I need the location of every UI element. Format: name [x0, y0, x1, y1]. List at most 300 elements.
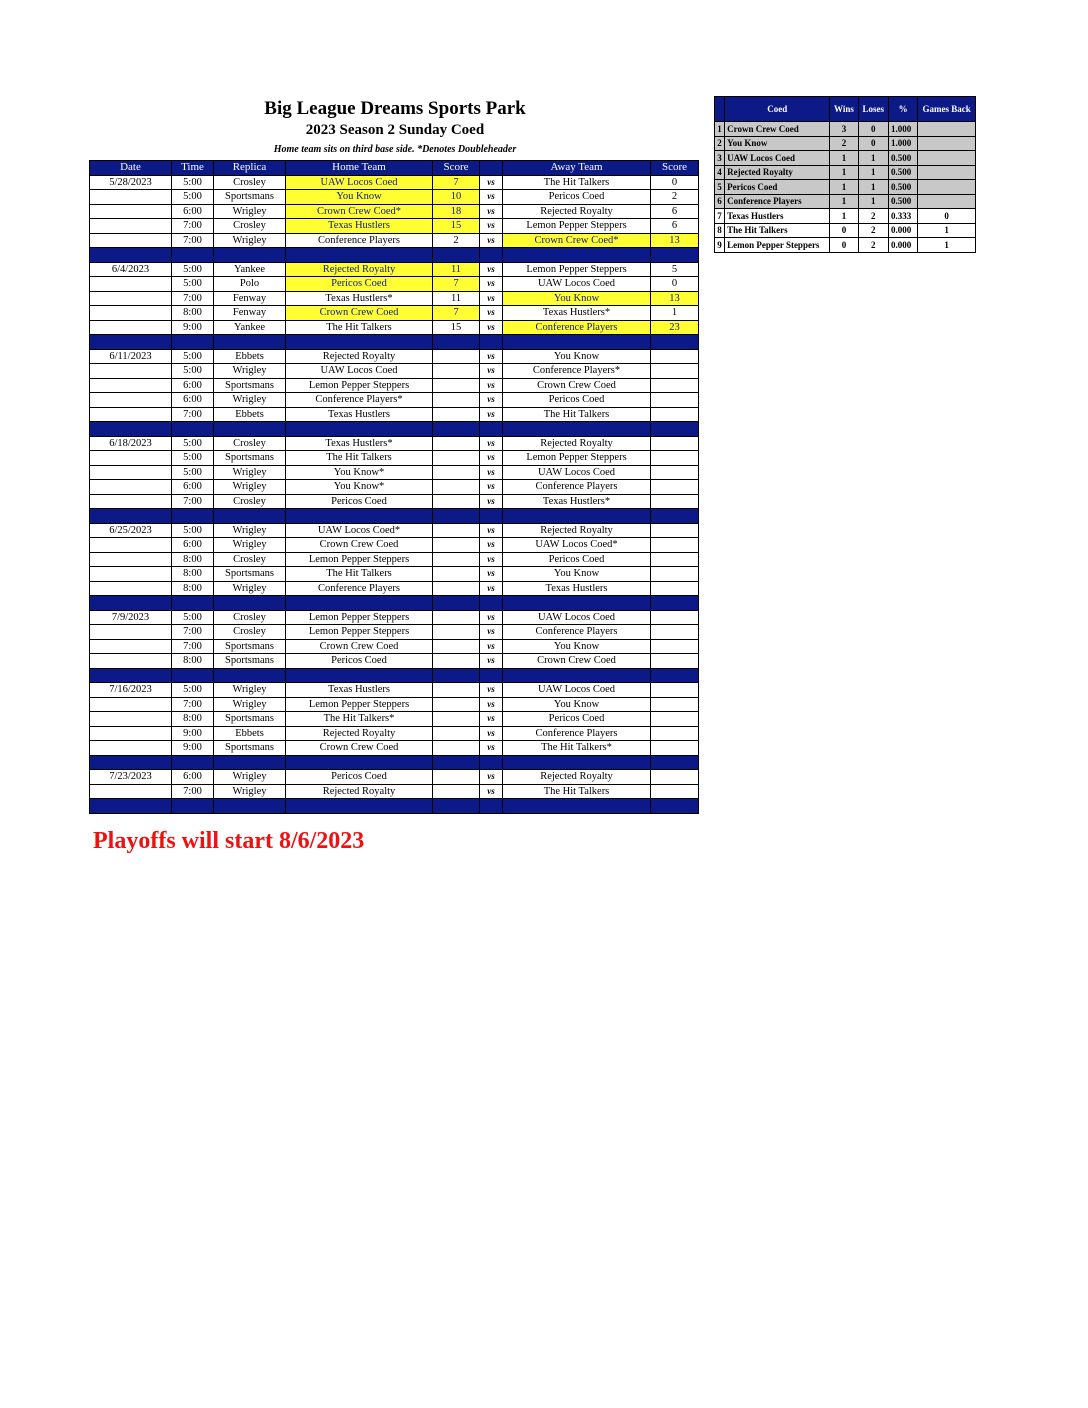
vs-label: vs: [480, 712, 503, 727]
week-separator: [90, 668, 699, 683]
away-team: You Know: [503, 567, 651, 582]
game-time: 6:00: [172, 393, 214, 408]
standings-pct: 0.500: [888, 165, 917, 180]
away-score: 13: [651, 291, 699, 306]
game-field: Wrigley: [214, 784, 286, 799]
game-field: Wrigley: [214, 364, 286, 379]
standings-games-back: 1: [918, 223, 976, 238]
separator-cell: [433, 755, 480, 770]
standings-wins-header: Wins: [830, 97, 858, 122]
col-home-score-header: Score: [433, 161, 480, 176]
game-time: 5:00: [172, 465, 214, 480]
standings-games-back: [918, 180, 976, 195]
separator-cell: [214, 755, 286, 770]
standings-loses: 1: [858, 151, 888, 166]
away-score: [651, 770, 699, 785]
vs-label: vs: [480, 741, 503, 756]
home-team: Pericos Coed: [286, 654, 433, 669]
separator-cell: [503, 668, 651, 683]
separator-cell: [480, 248, 503, 263]
standings-gb-header: Games Back: [918, 97, 976, 122]
away-team: UAW Locos Coed: [503, 465, 651, 480]
game-time: 8:00: [172, 654, 214, 669]
separator-cell: [286, 668, 433, 683]
away-score: [651, 349, 699, 364]
separator-cell: [172, 668, 214, 683]
game-time: 6:00: [172, 770, 214, 785]
separator-cell: [651, 509, 699, 524]
game-field: Wrigley: [214, 697, 286, 712]
away-team: Texas Hustlers*: [503, 494, 651, 509]
game-time: 7:00: [172, 219, 214, 234]
game-row: [90, 567, 699, 582]
game-time: 7:00: [172, 494, 214, 509]
game-field: Ebbets: [214, 726, 286, 741]
home-score: [433, 610, 480, 625]
game-field: Crosley: [214, 494, 286, 509]
separator-cell: [286, 422, 433, 437]
home-score: [433, 538, 480, 553]
away-score: [651, 784, 699, 799]
game-field: Fenway: [214, 291, 286, 306]
away-team: Pericos Coed: [503, 190, 651, 205]
separator-cell: [214, 422, 286, 437]
game-field: Crosley: [214, 552, 286, 567]
vs-label: vs: [480, 407, 503, 422]
standings-team: The Hit Talkers: [725, 223, 830, 238]
separator-cell: [503, 596, 651, 611]
vs-label: vs: [480, 219, 503, 234]
away-score: [651, 654, 699, 669]
standings-games-back: [918, 136, 976, 151]
away-score: [651, 494, 699, 509]
home-score: 7: [433, 306, 480, 321]
game-time: 8:00: [172, 567, 214, 582]
away-score: 5: [651, 262, 699, 277]
away-team: The Hit Talkers*: [503, 741, 651, 756]
game-field: Sportsmans: [214, 567, 286, 582]
separator-cell: [172, 509, 214, 524]
game-row: [90, 741, 699, 756]
game-row: [90, 654, 699, 669]
separator-cell: [651, 799, 699, 814]
season-title: 2023 Season 2 Sunday Coed: [305, 122, 485, 138]
game-row: [90, 407, 699, 422]
game-date: [90, 567, 172, 582]
standings-wins: 1: [830, 180, 858, 195]
separator-cell: [480, 668, 503, 683]
game-row: [90, 639, 699, 654]
game-field: Fenway: [214, 306, 286, 321]
home-score: [433, 407, 480, 422]
home-score: [433, 494, 480, 509]
game-date: [90, 393, 172, 408]
home-score: 11: [433, 291, 480, 306]
game-date: [90, 291, 172, 306]
home-team: Pericos Coed: [286, 494, 433, 509]
home-score: [433, 393, 480, 408]
home-team: UAW Locos Coed: [286, 175, 433, 190]
vs-label: vs: [480, 480, 503, 495]
game-row: [90, 770, 699, 785]
standings-row: [715, 223, 976, 238]
home-score: [433, 726, 480, 741]
home-score: 7: [433, 277, 480, 292]
col-home-team-header: Home Team: [286, 161, 433, 176]
game-time: 5:00: [172, 190, 214, 205]
game-date: [90, 407, 172, 422]
standings-pct: 0.500: [888, 180, 917, 195]
away-score: [651, 364, 699, 379]
away-score: [651, 407, 699, 422]
away-team: Lemon Pepper Steppers: [503, 451, 651, 466]
game-field: Sportsmans: [214, 378, 286, 393]
home-team: You Know*: [286, 480, 433, 495]
separator-cell: [286, 248, 433, 263]
game-field: Wrigley: [214, 204, 286, 219]
game-row: [90, 625, 699, 640]
col-time-header: Time: [172, 161, 214, 176]
game-time: 7:00: [172, 291, 214, 306]
col-vs-header: [480, 161, 503, 176]
vs-label: vs: [480, 654, 503, 669]
vs-label: vs: [480, 770, 503, 785]
home-score: 7: [433, 175, 480, 190]
game-date: [90, 494, 172, 509]
away-team: Rejected Royalty: [503, 204, 651, 219]
home-team: Pericos Coed: [286, 277, 433, 292]
game-row: [90, 538, 699, 553]
standings-games-back: [918, 194, 976, 209]
separator-cell: [433, 668, 480, 683]
standings-wins: 1: [830, 165, 858, 180]
vs-label: vs: [480, 364, 503, 379]
away-team: Texas Hustlers: [503, 581, 651, 596]
home-team: Lemon Pepper Steppers: [286, 625, 433, 640]
vs-label: vs: [480, 291, 503, 306]
game-row: [90, 378, 699, 393]
game-field: Yankee: [214, 320, 286, 335]
separator-cell: [480, 755, 503, 770]
home-team: You Know*: [286, 465, 433, 480]
week-separator: [90, 509, 699, 524]
standings-games-back: [918, 165, 976, 180]
away-score: 23: [651, 320, 699, 335]
standings-rank: 6: [715, 194, 725, 209]
game-field: Wrigley: [214, 465, 286, 480]
game-row: [90, 784, 699, 799]
vs-label: vs: [480, 581, 503, 596]
game-time: 9:00: [172, 741, 214, 756]
game-row: [90, 726, 699, 741]
col-date-header: Date: [90, 161, 172, 176]
separator-cell: [214, 335, 286, 350]
col-away-score-header: Score: [651, 161, 699, 176]
home-score: 15: [433, 219, 480, 234]
separator-cell: [651, 422, 699, 437]
away-score: [651, 625, 699, 640]
game-time: 8:00: [172, 581, 214, 596]
home-team: Rejected Royalty: [286, 349, 433, 364]
game-time: 9:00: [172, 726, 214, 741]
home-score: [433, 683, 480, 698]
game-time: 7:00: [172, 407, 214, 422]
separator-cell: [286, 755, 433, 770]
home-team: Crown Crew Coed: [286, 639, 433, 654]
game-field: Crosley: [214, 175, 286, 190]
standings-team: Conference Players: [725, 194, 830, 209]
away-score: 2: [651, 190, 699, 205]
separator-cell: [433, 596, 480, 611]
home-team: Lemon Pepper Steppers: [286, 378, 433, 393]
away-team: UAW Locos Coed: [503, 683, 651, 698]
away-score: [651, 581, 699, 596]
separator-cell: [172, 755, 214, 770]
home-score: 18: [433, 204, 480, 219]
separator-cell: [90, 248, 172, 263]
standings-team: Texas Hustlers: [725, 209, 830, 224]
standings-wins: 1: [830, 194, 858, 209]
game-time: 5:00: [172, 683, 214, 698]
away-team: You Know: [503, 697, 651, 712]
separator-cell: [480, 799, 503, 814]
home-score: [433, 465, 480, 480]
home-team: Pericos Coed: [286, 770, 433, 785]
game-row: [90, 523, 699, 538]
home-score: [433, 451, 480, 466]
standings-row: [715, 209, 976, 224]
game-field: Ebbets: [214, 349, 286, 364]
separator-cell: [172, 335, 214, 350]
home-team: Crown Crew Coed: [286, 538, 433, 553]
vs-label: vs: [480, 451, 503, 466]
separator-cell: [433, 335, 480, 350]
away-score: [651, 480, 699, 495]
separator-cell: [433, 509, 480, 524]
away-score: [651, 465, 699, 480]
separator-cell: [651, 335, 699, 350]
col-replica-header: Replica: [214, 161, 286, 176]
game-row: [90, 683, 699, 698]
game-date: 6/11/2023: [90, 349, 172, 364]
game-field: Wrigley: [214, 683, 286, 698]
separator-cell: [90, 799, 172, 814]
away-score: [651, 538, 699, 553]
week-separator: [90, 248, 699, 263]
home-score: [433, 770, 480, 785]
park-title: Big League Dreams Sports Park: [264, 98, 526, 119]
game-time: 8:00: [172, 306, 214, 321]
standings-team-header: Coed: [725, 97, 830, 122]
home-team: Lemon Pepper Steppers: [286, 552, 433, 567]
home-team: Rejected Royalty: [286, 262, 433, 277]
home-score: [433, 552, 480, 567]
away-team: You Know: [503, 639, 651, 654]
vs-label: vs: [480, 378, 503, 393]
standings-pct: 0.500: [888, 194, 917, 209]
separator-cell: [480, 335, 503, 350]
game-date: 7/23/2023: [90, 770, 172, 785]
game-date: [90, 639, 172, 654]
separator-cell: [214, 596, 286, 611]
standings-wins: 0: [830, 238, 858, 253]
game-field: Wrigley: [214, 523, 286, 538]
away-score: [651, 567, 699, 582]
separator-cell: [651, 248, 699, 263]
away-score: [651, 683, 699, 698]
home-score: [433, 654, 480, 669]
away-team: Rejected Royalty: [503, 436, 651, 451]
game-time: 7:00: [172, 639, 214, 654]
standings-team: You Know: [725, 136, 830, 151]
away-team: The Hit Talkers: [503, 407, 651, 422]
game-row: [90, 190, 699, 205]
vs-label: vs: [480, 436, 503, 451]
game-date: [90, 741, 172, 756]
standings-rank-header: [715, 97, 725, 122]
game-date: [90, 784, 172, 799]
vs-label: vs: [480, 393, 503, 408]
standings-team: Rejected Royalty: [725, 165, 830, 180]
standings-games-back: 0: [918, 209, 976, 224]
separator-cell: [503, 755, 651, 770]
game-row: [90, 480, 699, 495]
game-date: 7/9/2023: [90, 610, 172, 625]
separator-cell: [480, 596, 503, 611]
game-row: [90, 306, 699, 321]
game-date: [90, 190, 172, 205]
game-time: 5:00: [172, 277, 214, 292]
separator-cell: [503, 335, 651, 350]
game-date: [90, 378, 172, 393]
separator-cell: [90, 596, 172, 611]
vs-label: vs: [480, 726, 503, 741]
away-score: [651, 451, 699, 466]
home-team: Rejected Royalty: [286, 784, 433, 799]
vs-label: vs: [480, 523, 503, 538]
week-separator: [90, 422, 699, 437]
vs-label: vs: [480, 610, 503, 625]
game-row: [90, 175, 699, 190]
home-team: Conference Players*: [286, 393, 433, 408]
separator-cell: [503, 799, 651, 814]
away-team: Conference Players: [503, 625, 651, 640]
separator-cell: [286, 596, 433, 611]
standings-row: [715, 194, 976, 209]
home-team: UAW Locos Coed: [286, 364, 433, 379]
standings-rank: 2: [715, 136, 725, 151]
away-score: [651, 378, 699, 393]
away-score: [651, 523, 699, 538]
standings-pct: 0.333: [888, 209, 917, 224]
standings-rank: 8: [715, 223, 725, 238]
away-team: UAW Locos Coed: [503, 610, 651, 625]
away-team: Conference Players: [503, 320, 651, 335]
away-score: [651, 741, 699, 756]
vs-label: vs: [480, 639, 503, 654]
game-date: [90, 480, 172, 495]
game-field: Sportsmans: [214, 451, 286, 466]
game-time: 6:00: [172, 480, 214, 495]
game-date: [90, 465, 172, 480]
away-team: Rejected Royalty: [503, 523, 651, 538]
separator-cell: [480, 422, 503, 437]
game-date: 6/25/2023: [90, 523, 172, 538]
standings-body: [715, 122, 976, 253]
standings-pct: 0.000: [888, 223, 917, 238]
week-separator: [90, 335, 699, 350]
game-date: [90, 538, 172, 553]
standings-team: UAW Locos Coed: [725, 151, 830, 166]
standings-row: [715, 238, 976, 253]
separator-cell: [433, 422, 480, 437]
game-time: 7:00: [172, 697, 214, 712]
home-score: 15: [433, 320, 480, 335]
game-row: [90, 233, 699, 248]
standings-row: [715, 151, 976, 166]
separator-cell: [503, 422, 651, 437]
game-date: [90, 204, 172, 219]
away-team: Pericos Coed: [503, 552, 651, 567]
vs-label: vs: [480, 262, 503, 277]
week-separator: [90, 755, 699, 770]
home-team: You Know: [286, 190, 433, 205]
vs-label: vs: [480, 625, 503, 640]
separator-cell: [90, 422, 172, 437]
away-team: Crown Crew Coed: [503, 378, 651, 393]
schedule-table: [89, 160, 699, 814]
home-team: Texas Hustlers: [286, 683, 433, 698]
vs-label: vs: [480, 306, 503, 321]
week-separator: [90, 799, 699, 814]
vs-label: vs: [480, 697, 503, 712]
home-team: The Hit Talkers*: [286, 712, 433, 727]
game-time: 7:00: [172, 784, 214, 799]
standings-loses: 0: [858, 136, 888, 151]
game-date: [90, 320, 172, 335]
separator-cell: [172, 596, 214, 611]
away-team: UAW Locos Coed*: [503, 538, 651, 553]
game-date: 5/28/2023: [90, 175, 172, 190]
game-date: [90, 552, 172, 567]
separator-cell: [90, 668, 172, 683]
separator-cell: [286, 799, 433, 814]
away-team: Crown Crew Coed*: [503, 233, 651, 248]
game-field: Sportsmans: [214, 741, 286, 756]
away-team: UAW Locos Coed: [503, 277, 651, 292]
vs-label: vs: [480, 233, 503, 248]
game-time: 6:00: [172, 204, 214, 219]
game-row: [90, 349, 699, 364]
standings-row: [715, 180, 976, 195]
vs-label: vs: [480, 320, 503, 335]
standings-wins: 0: [830, 223, 858, 238]
standings-rank: 7: [715, 209, 725, 224]
game-time: 5:00: [172, 262, 214, 277]
game-row: [90, 465, 699, 480]
away-team: You Know: [503, 349, 651, 364]
separator-cell: [503, 248, 651, 263]
away-team: Pericos Coed: [503, 712, 651, 727]
separator-cell: [651, 755, 699, 770]
game-date: 6/4/2023: [90, 262, 172, 277]
separator-cell: [172, 422, 214, 437]
home-score: 2: [433, 233, 480, 248]
home-team: The Hit Talkers: [286, 567, 433, 582]
game-date: 7/16/2023: [90, 683, 172, 698]
home-score: [433, 480, 480, 495]
game-date: [90, 306, 172, 321]
